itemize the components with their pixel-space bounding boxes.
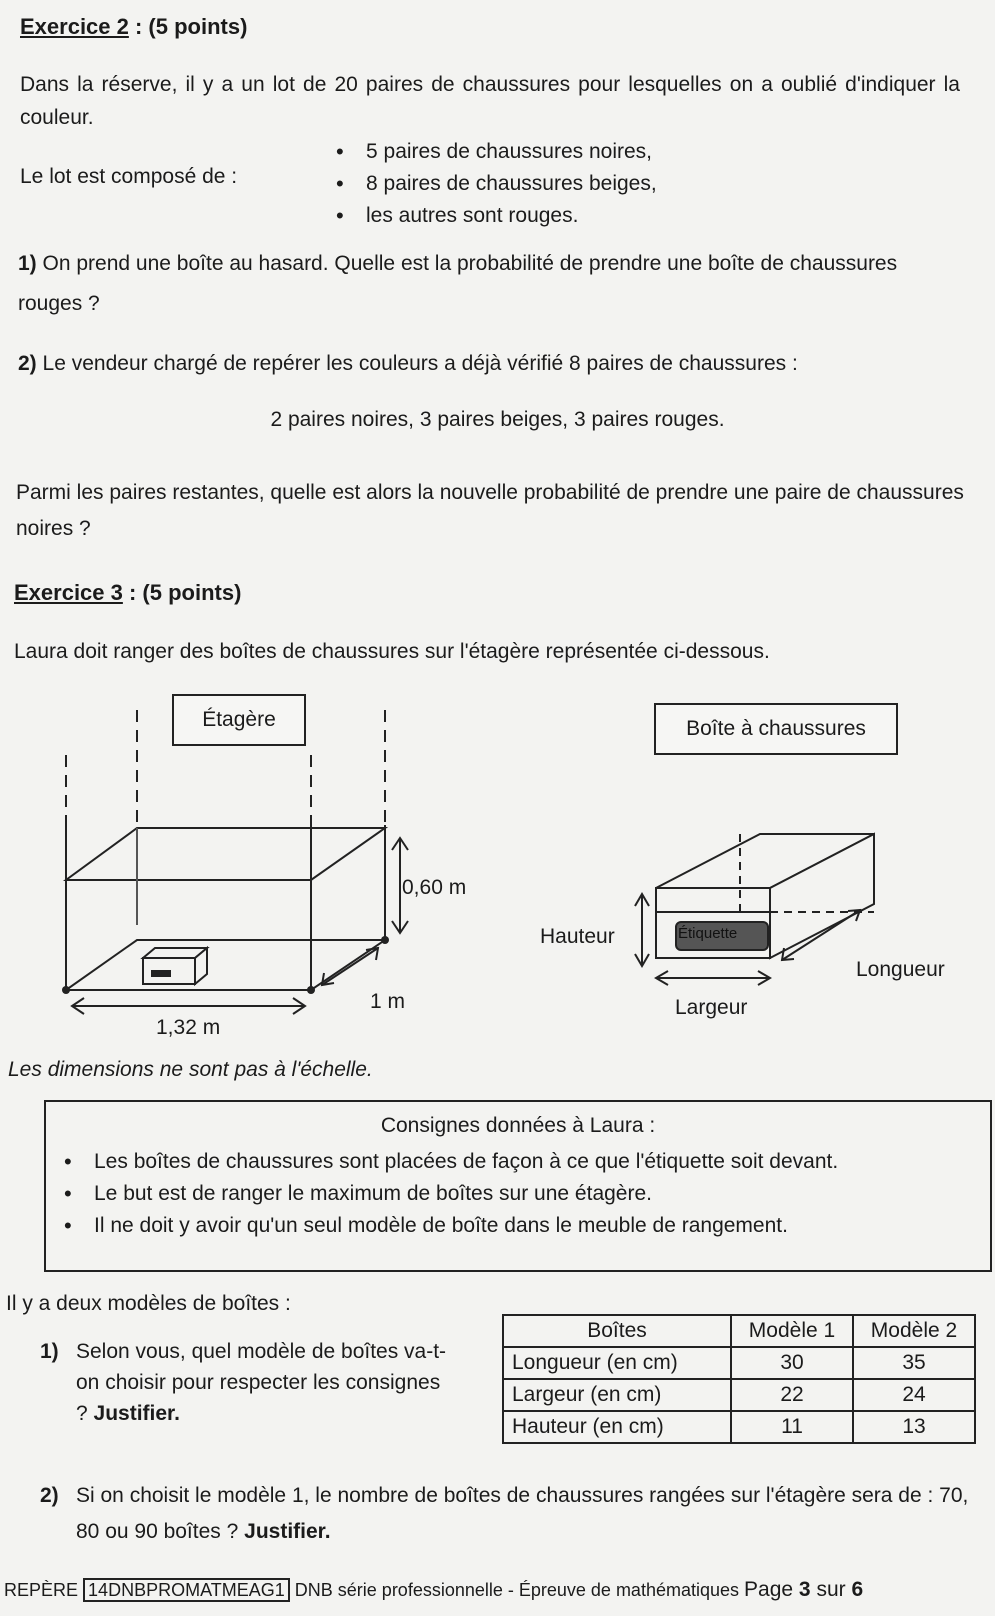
question-1-text: Selon vous, quel modèle de boîtes va-t-on choisir pour respecter les consignes ? [76,1340,447,1425]
question-number: 1) [40,1340,59,1363]
cell-model-2: 24 [853,1379,975,1411]
exercise-2-question-2 [18,352,978,376]
exercise-2-title-word: Exercice 2 [20,14,129,39]
composition-list [332,136,657,232]
shoebox-label: Boîte à chaussures [654,703,898,755]
footer-subject: DNB série professionnelle - Épreuve de mathématiques [294,1580,740,1600]
justify-label: Justifier. [93,1402,180,1425]
exercise-3-title-points: : (5 points) [122,580,242,605]
shelf-diagram [0,690,500,1050]
justify-label: Justifier. [244,1520,331,1543]
table-row [503,1347,975,1379]
exercise-3-question-2 [40,1478,980,1543]
question-1-text: On prend une boîte au hasard. Quelle est la probabilité de prendre une boîte de chaussures rouges ? [18,252,898,315]
instruction-item: • Il ne doit y avoir qu'un seul modèle de boîte dans le meuble de rangement. [60,1210,990,1242]
table-header-row [503,1315,975,1347]
exercise-2-title [20,14,247,40]
composition-item-black: • 5 paires de chaussures noires, [332,136,657,168]
exercise-2-intro: Dans la réserve, il y a un lot de 20 paires de chaussures pour lesquelles on a oublié d'indiquer la couleur. [20,73,960,129]
table-header-model-2: Modèle 2 [853,1315,975,1347]
shelf-depth-label: 1 m [370,990,406,1013]
instruction-item: • Les boîtes de chaussures sont placées de façon à ce que l'étiquette soit devant. [60,1146,990,1178]
row-label: Largeur (en cm) [503,1379,731,1411]
question-2-text: Si on choisit le modèle 1, le nombre de boîtes de chaussures rangées sur l'étagère sera de : 70, 80 ou 90 boîtes ? [76,1484,969,1543]
table-header-model-1: Modèle 1 [731,1315,853,1347]
footer-page [744,1578,863,1601]
composition-item-beige: • 8 paires de chaussures beiges, [332,168,657,200]
shoebox-diagram [620,820,900,1020]
question-number: 2) [18,352,37,375]
row-label: Hauteur (en cm) [503,1411,731,1443]
page-footer [4,1578,989,1602]
shelf-width-label: 1,32 m [156,1016,221,1039]
cell-model-1: 22 [731,1379,853,1411]
cell-model-2: 13 [853,1411,975,1443]
footer-page-num: 3 [798,1578,811,1601]
shoebox-height-label: Hauteur [540,925,615,948]
instruction-item: • Le but est de ranger le maximum de boîtes sur une étagère. [60,1178,990,1210]
shoebox-length-label: Longueur [856,958,945,981]
cell-model-2: 35 [853,1347,975,1379]
question-number: 2) [40,1484,59,1507]
question-number: 1) [18,252,37,275]
composition-item-red: • les autres sont rouges. [332,200,657,232]
shelf-label: Étagère [172,694,306,746]
instructions-box [44,1100,992,1272]
instructions-title: Consignes données à Laura : [380,1114,656,1137]
footer-page-word: Page [744,1578,794,1601]
instructions-list [60,1146,990,1242]
composition-label: Le lot est composé de : [20,165,238,188]
footer-repere: REPÈRE [4,1580,79,1600]
exercise-2-question-1 [18,244,898,324]
footer-page-total: 6 [851,1578,864,1601]
exercise-3-intro: Laura doit ranger des boîtes de chaussures sur l'étagère représentée ci-dessous. [14,640,770,663]
shoebox-tag-label: Étiquette [678,925,738,942]
table-row [503,1379,975,1411]
shelf-height-label: 0,60 m [402,876,467,899]
checked-pairs: 2 paires noires, 3 paires beiges, 3 paires rouges. [270,408,725,431]
cell-model-1: 11 [731,1411,853,1443]
table-header-boxes: Boîtes [503,1315,731,1347]
question-2-text: Le vendeur chargé de repérer les couleurs a déjà vérifié 8 paires de chaussures : [42,352,798,375]
box-models-table [502,1314,976,1444]
exercise-2-title-points: : (5 points) [128,14,248,39]
scale-note: Les dimensions ne sont pas à l'échelle. [8,1058,373,1081]
row-label: Longueur (en cm) [503,1347,731,1379]
footer-page-sep: sur [816,1578,846,1601]
exercise-3-title-word: Exercice 3 [14,580,123,605]
table-row [503,1411,975,1443]
exercise-2-question-2-ask: Parmi les paires restantes, quelle est alors la nouvelle probabilité de prendre une paire de chaussures noires ? [16,481,964,540]
models-intro: Il y a deux modèles de boîtes : [6,1292,291,1315]
exercise-3-question-1 [40,1336,460,1425]
cell-model-1: 30 [731,1347,853,1379]
footer-code: 14DNBPROMATMEAG1 [83,1578,290,1602]
shoebox-width-label: Largeur [675,996,748,1019]
exercise-3-title [14,580,241,606]
